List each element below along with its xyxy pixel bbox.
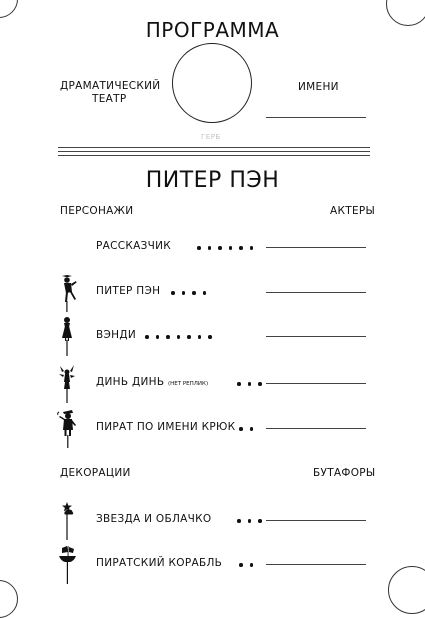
divider-rule-3 xyxy=(58,155,370,156)
wendy-silhouette-icon xyxy=(56,316,78,356)
character-label: ПИТЕР ПЭН xyxy=(96,285,161,297)
name-label: ИМЕНИ xyxy=(298,81,339,93)
star-cloud-silhouette-icon xyxy=(56,500,78,540)
leader-dot xyxy=(203,291,207,295)
leader-dot xyxy=(182,291,186,295)
character-row-wendy xyxy=(0,316,425,356)
actor-blank-line xyxy=(266,428,366,429)
leader-dot xyxy=(250,427,254,431)
characters-header: ПЕРСОНАЖИ xyxy=(60,205,134,217)
theatre-label-line2: ТЕАТР xyxy=(92,93,127,105)
leader-dot xyxy=(208,335,212,339)
emblem-circle xyxy=(172,43,252,123)
character-row-peter-pan xyxy=(0,272,425,312)
character-label: ПИРАТ ПО ИМЕНИ КРЮК xyxy=(96,421,236,433)
prop-blank-line xyxy=(266,520,366,521)
prop-blank-line xyxy=(266,564,366,565)
leader-dot xyxy=(208,246,212,250)
leader-dot xyxy=(258,519,262,523)
theatre-label-line1: ДРАМАТИЧЕСКИЙ xyxy=(60,80,161,92)
leader-dot xyxy=(166,335,170,339)
leader-dot xyxy=(237,519,241,523)
leader-dot xyxy=(239,427,243,431)
leader-dot xyxy=(229,246,233,250)
peter-pan-silhouette-icon xyxy=(56,272,78,312)
captain-hook-silhouette-icon xyxy=(56,408,78,448)
actor-blank-line xyxy=(266,292,366,293)
scenery-header: ДЕКОРАЦИИ xyxy=(60,467,131,479)
actors-header: АКТЕРЫ xyxy=(330,205,376,217)
corner-arc-top-left xyxy=(0,0,18,18)
tinker-bell-silhouette-icon xyxy=(56,363,78,403)
name-blank-line xyxy=(266,117,366,118)
leader-dot xyxy=(177,335,181,339)
actor-blank-line xyxy=(266,336,366,337)
leader-dot xyxy=(156,335,160,339)
leader-dot xyxy=(198,335,202,339)
leader-dot xyxy=(218,246,222,250)
leader-dot xyxy=(239,563,243,567)
leader-dot xyxy=(192,291,196,295)
pirate-ship-silhouette-icon xyxy=(56,544,78,584)
leader-dot xyxy=(171,291,175,295)
prop-row-pirate-ship xyxy=(0,544,425,584)
emblem-label: ГЕРБ xyxy=(201,133,221,141)
prop-label: ЗВЕЗДА И ОБЛАЧКО xyxy=(96,513,212,525)
character-row-captain-hook xyxy=(0,408,425,448)
leader-dot xyxy=(187,335,191,339)
character-note: (НЕТ РЕПЛИК) xyxy=(168,381,209,387)
character-label: ДИНЬ ДИНЬ (НЕТ РЕПЛИК) xyxy=(96,376,209,388)
leader-dot xyxy=(248,382,252,386)
prop-label: ПИРАТСКИЙ КОРАБЛЬ xyxy=(96,557,223,569)
divider-rule-1 xyxy=(58,147,370,148)
page-title: ПРОГРАММА xyxy=(145,18,280,42)
character-label: ВЭНДИ xyxy=(96,329,136,341)
leader-dot xyxy=(248,519,252,523)
leader-dot xyxy=(258,382,262,386)
actor-blank-line xyxy=(266,247,366,248)
leader-dot xyxy=(237,382,241,386)
actor-blank-line xyxy=(266,383,366,384)
character-row-narrator xyxy=(0,227,425,267)
play-title: ПИТЕР ПЭН xyxy=(145,168,280,193)
props-header: БУТАФОРЫ xyxy=(313,467,376,479)
leader-dot xyxy=(250,246,254,250)
corner-arc-bottom-left xyxy=(0,580,18,618)
leader-dot xyxy=(250,563,254,567)
divider-rule-2 xyxy=(58,151,370,152)
leader-dot xyxy=(145,335,149,339)
character-row-tinker-bell xyxy=(0,363,425,403)
leader-dot xyxy=(197,246,201,250)
character-label: РАССКАЗЧИК xyxy=(96,240,172,252)
leader-dot xyxy=(239,246,243,250)
prop-row-star-cloud xyxy=(0,500,425,540)
theatre-label xyxy=(60,80,160,106)
